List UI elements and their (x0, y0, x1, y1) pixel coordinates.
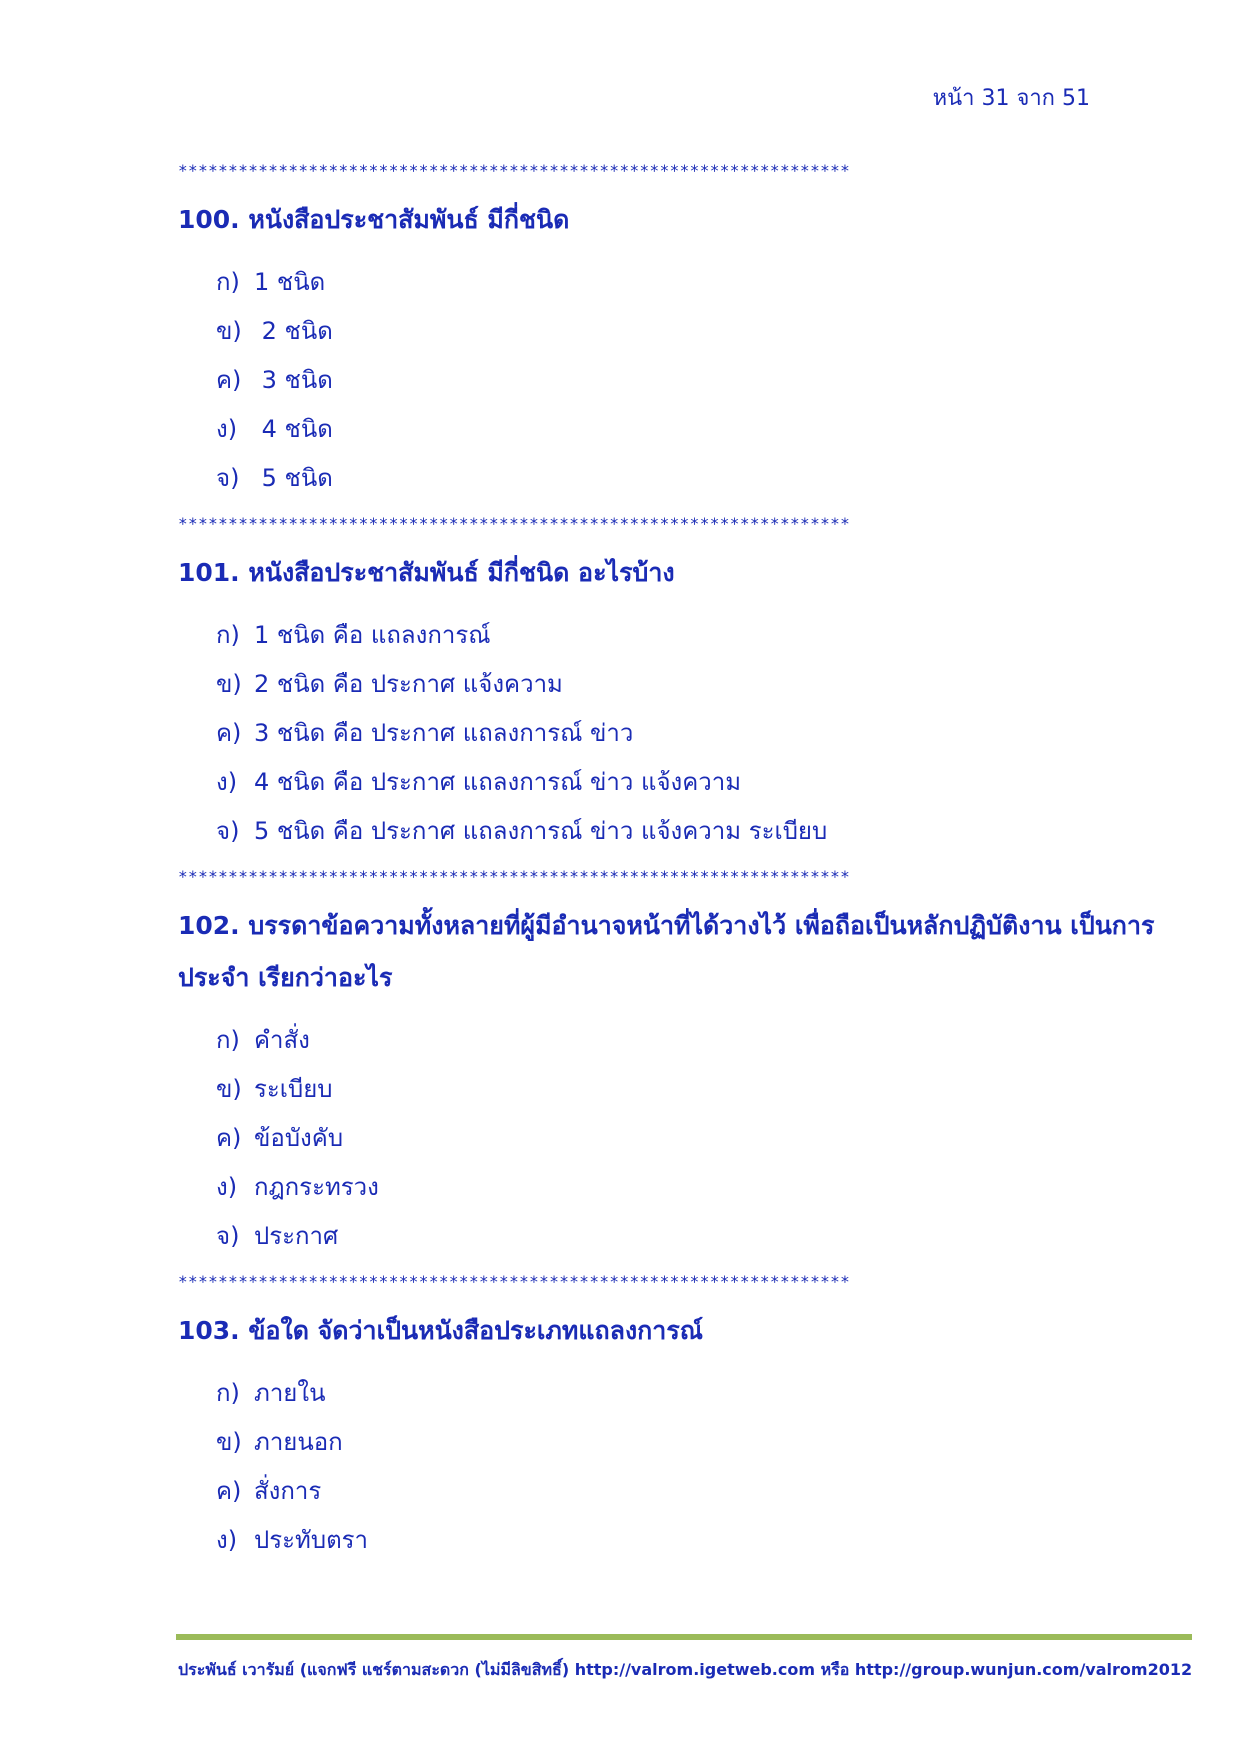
separator: ******************************************************************* (178, 1272, 851, 1291)
option-text: สั่งการ (254, 1477, 322, 1505)
question-102: 102. บรรดาข้อความทั้งหลายที่ผู้มีอำนาจหน้าที่ได้วางไว้ เพื่อถือเป็นหลักปฏิบัติงาน เป็นการประจำ เรียกว่าอะไร (178, 911, 1155, 992)
option-letter: ง) (216, 415, 238, 443)
options-101 (178, 611, 1188, 856)
option-letter: ก) (216, 1379, 240, 1407)
option-item (216, 1516, 1188, 1565)
option-text: 5 ชนิด คือ ประกาศ แถลงการณ์ ข่าว แจ้งความ ระเบียบ (254, 817, 828, 845)
footer-divider (176, 1634, 1192, 1640)
option-letter: ข) (216, 1075, 242, 1103)
option-item (216, 356, 1188, 405)
option-item (216, 1212, 1188, 1261)
option-text: 4 ชนิด คือ ประกาศ แถลงการณ์ ข่าว แจ้งความ (254, 768, 742, 796)
option-item (216, 454, 1188, 503)
option-item (216, 709, 1188, 758)
option-item (216, 758, 1188, 807)
option-letter: ก) (216, 268, 240, 296)
option-item (216, 405, 1188, 454)
option-letter: จ) (216, 1222, 240, 1250)
option-item (216, 1016, 1188, 1065)
separator: ******************************************************************* (178, 514, 851, 533)
options-100 (178, 258, 1188, 503)
question-103: 103. ข้อใด จัดว่าเป็นหนังสือประเภทแถลงการณ์ (178, 1316, 703, 1345)
option-text: คำสั่ง (254, 1026, 310, 1054)
option-text: 5 ชนิด (254, 464, 333, 492)
option-letter: ข) (216, 670, 242, 698)
option-text: 3 ชนิด (254, 366, 333, 394)
option-text: 2 ชนิด คือ ประกาศ แจ้งความ (254, 670, 563, 698)
option-item (216, 660, 1188, 709)
question-101: 101. หนังสือประชาสัมพันธ์ มีกี่ชนิด อะไรบ้าง (178, 558, 675, 587)
option-text: ภายนอก (254, 1428, 343, 1456)
option-letter: ค) (216, 366, 242, 394)
option-item (216, 307, 1188, 356)
separator: ******************************************************************* (178, 867, 851, 886)
option-letter: ง) (216, 1526, 238, 1554)
quiz-content (178, 158, 1188, 1573)
option-text: 1 ชนิด คือ แถลงการณ์ (254, 621, 491, 649)
option-text: กฎกระทรวง (254, 1173, 379, 1201)
option-text: 3 ชนิด คือ ประกาศ แถลงการณ์ ข่าว (254, 719, 634, 747)
option-item (216, 1065, 1188, 1114)
option-letter: ก) (216, 621, 240, 649)
option-item (216, 807, 1188, 856)
option-text: 4 ชนิด (254, 415, 333, 443)
option-text: 2 ชนิด (254, 317, 333, 345)
option-text: ประทับตรา (254, 1526, 369, 1554)
option-text: 1 ชนิด (254, 268, 326, 296)
option-item (216, 1369, 1188, 1418)
option-letter: ข) (216, 1428, 242, 1456)
option-letter: ค) (216, 719, 242, 747)
option-letter: ง) (216, 768, 238, 796)
option-item (216, 1114, 1188, 1163)
footer-credit: ประพันธ์ เวารัมย์ (แจกฟรี แชร์ตามสะดวก (ไม่มีลิขสิทธิ์) http://valrom.igetweb.com หรือ http://group.wunjun.com/valrom2012 (178, 1660, 1193, 1679)
options-102 (178, 1016, 1188, 1261)
option-item (216, 258, 1188, 307)
option-letter: ข) (216, 317, 242, 345)
option-letter: ง) (216, 1173, 238, 1201)
option-letter: จ) (216, 817, 240, 845)
option-letter: ก) (216, 1026, 240, 1054)
option-text: ระเบียบ (254, 1075, 333, 1103)
option-item (216, 1418, 1188, 1467)
options-103 (178, 1369, 1188, 1565)
option-letter: ค) (216, 1477, 242, 1505)
question-100: 100. หนังสือประชาสัมพันธ์ มีกี่ชนิด (178, 205, 570, 234)
page-number: หน้า 31 จาก 51 (932, 86, 1090, 111)
option-letter: จ) (216, 464, 240, 492)
option-item (216, 611, 1188, 660)
option-text: ข้อบังคับ (254, 1124, 344, 1152)
option-letter: ค) (216, 1124, 242, 1152)
option-text: ภายใน (254, 1379, 326, 1407)
option-item (216, 1163, 1188, 1212)
separator: ******************************************************************* (178, 161, 851, 180)
option-item (216, 1467, 1188, 1516)
option-text: ประกาศ (254, 1222, 339, 1250)
